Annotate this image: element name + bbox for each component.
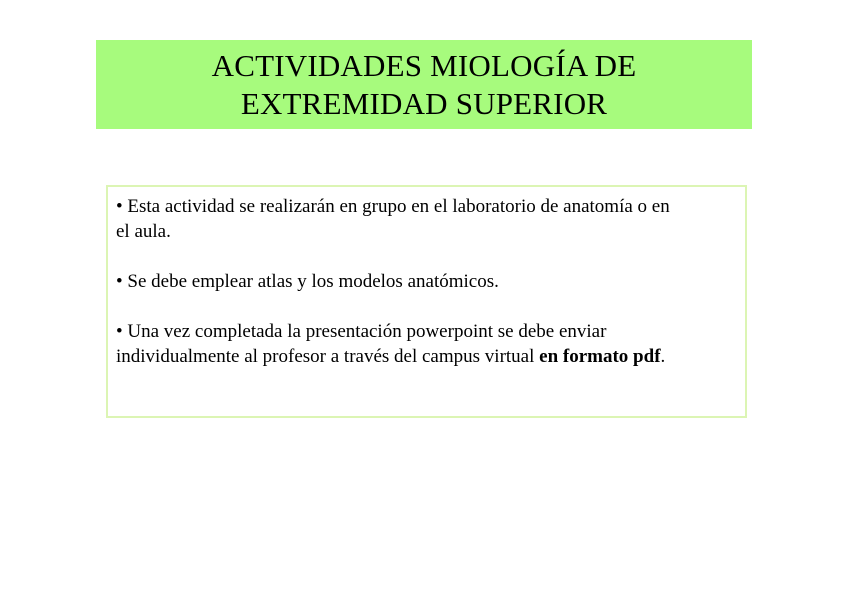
bullet-submit-pdf	[116, 319, 737, 369]
bullet-group-activity-line-1: • Esta actividad se realizarán en grupo en el laboratorio de anatomía o en	[116, 196, 670, 217]
bullet-submit-pdf-period: .	[660, 346, 666, 367]
bullet-group-activity-line-2: el aula.	[116, 221, 171, 242]
instructions-box	[106, 185, 747, 418]
slide-title-line-2: EXTREMIDAD SUPERIOR	[240, 85, 608, 121]
slide-title-banner	[96, 40, 752, 129]
bullet-use-atlas-line-1: • Se debe emplear atlas y los modelos anatómicos.	[116, 271, 499, 292]
bullet-group-activity	[116, 194, 737, 244]
bullet-submit-pdf-line-1: • Una vez completada la presentación powerpoint se debe enviar	[116, 321, 607, 342]
bullet-submit-pdf-line-2: individualmente al profesor a través del campus virtual	[116, 346, 540, 367]
bullet-use-atlas	[116, 269, 737, 294]
slide-title-line-1: ACTIVIDADES MIOLOGÍA DE	[211, 47, 637, 83]
pdf-format-emphasis: en formato pdf	[539, 346, 661, 367]
